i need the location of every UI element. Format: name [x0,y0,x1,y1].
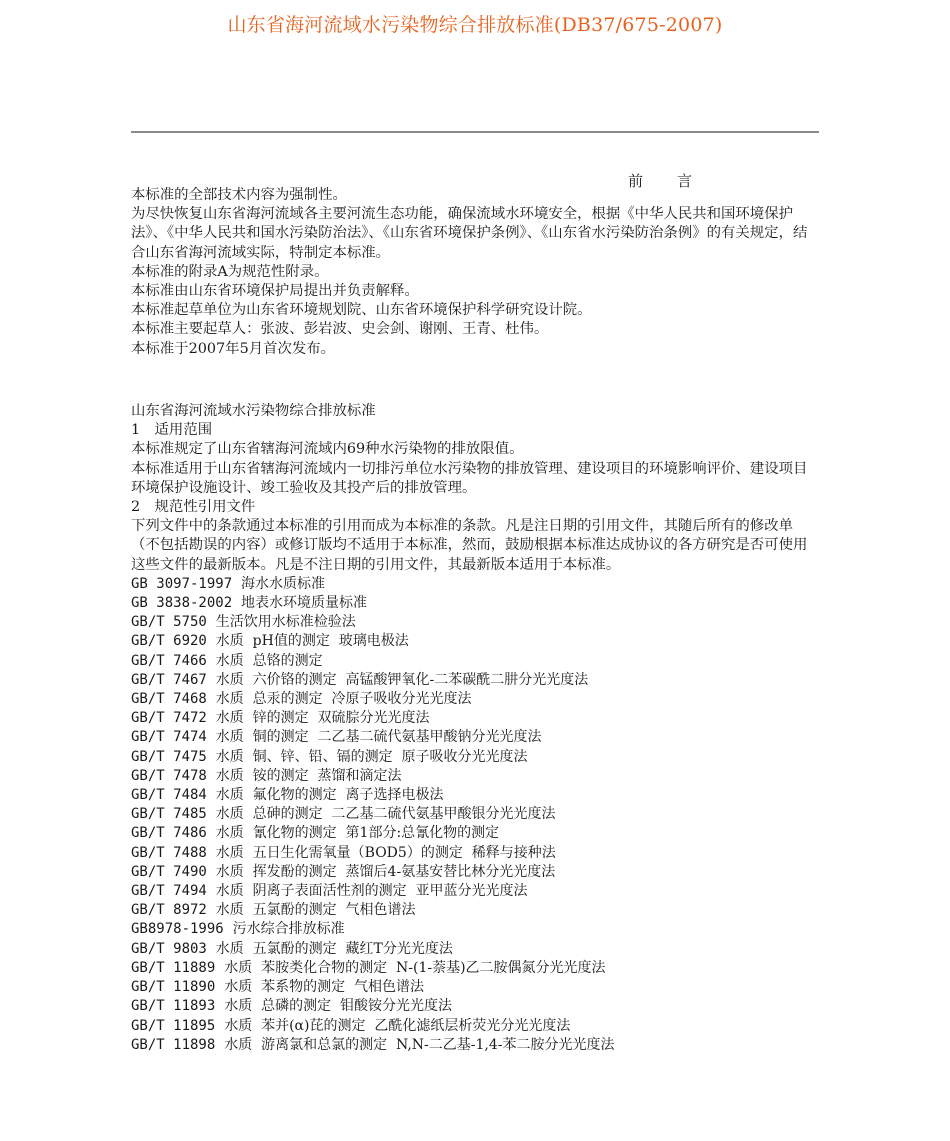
reference-item [131,1017,811,1036]
reference-title: 水质 总铬的测定 [206,652,323,669]
preface-paragraph: 为尽快恢复山东省海河流域各主要河流生态功能，确保流域水环境安全，根据《中华人民共和国环境保护法》、《中华人民共和国水污染防治法》、《山东省环境保护条例》、《山东省水污染防治条例》的有关规定，结合山东省海河流域实际，特制定本标准。 [131,206,808,261]
reference-item [131,652,811,671]
reference-code: GB/T 7468 [131,691,207,708]
preface-paragraph: 本标准的附录A为规范性附录。 [131,263,329,280]
reference-code: GB 3838-2002 [131,595,233,612]
reference-title: 水质 铜的测定 二乙基二硫代氨基甲酸钠分光光度法 [206,729,542,746]
reference-code: GB/T 7466 [131,652,207,669]
reference-item [131,959,811,978]
preface-paragraph: 本标准于2007年5月首次发布。 [131,340,336,357]
reference-item [131,824,811,843]
section-2-paragraph: 下列文件中的条款通过本标准的引用而成为本标准的条款。凡是注日期的引用文件，其随后所有的修改单（不包括勘误的内容）或修订版均不适用于本标准，然而，鼓励根据本标准达成协议的各方研究是否可使用这些文件的最新版本。凡是不注日期的引用文件，其最新版本适用于本标准。 [131,518,808,573]
preface-paragraph: 本标准起草单位为山东省环境规划院、山东省环境保护科学研究设计院。 [131,302,592,319]
reference-item [131,940,811,959]
preface-paragraph: 本标准的全部技术内容为强制性。 [131,187,347,203]
reference-code: GB/T 7472 [131,710,207,727]
preface-paragraph: 本标准主要起草人：张波、彭岩波、史会剑、谢刚、王青、杜伟。 [131,321,549,338]
reference-title: 水质 氟化物的测定 离子选择电极法 [206,787,444,804]
reference-item [131,786,811,805]
reference-title: 水质 总磷的测定 钼酸铵分光光度法 [215,998,452,1015]
reference-item [131,978,811,997]
reference-item [131,901,811,920]
reference-title: 水质 苯胺类化合物的测定 N-(1-萘基)乙二胺偶氮分光光度法 [215,959,606,976]
section-2-heading: 2 规范性引用文件 [131,499,256,516]
reference-title: 水质 总砷的测定 二乙基二硫代氨基甲酸银分光光度法 [206,806,556,823]
reference-title: 水质 氰化物的测定 第1部分:总氰化物的测定 [206,825,500,842]
reference-code: GB/T 7488 [131,844,207,861]
section-1-paragraph: 本标准规定了山东省辖海河流域内69种水污染物的排放限值。 [131,441,524,458]
section-1-heading: 1 适用范围 [131,422,213,439]
reference-code: GB/T 7478 [131,767,207,784]
reference-code: GB/T 7490 [131,863,207,880]
reference-title: 水质 游离氯和总氯的测定 N,N-二乙基-1,4-苯二胺分光光度法 [215,1036,615,1053]
reference-item [131,805,811,824]
reference-item [131,575,811,594]
reference-title: 水质 阴离子表面活性剂的测定 亚甲蓝分光光度法 [206,883,528,900]
reference-title: 水质 五日生化需氧量（BOD5）的测定 稀释与接种法 [206,844,556,861]
reference-code: GB/T 7475 [131,748,207,765]
reference-code: GB/T 11895 [131,1017,216,1034]
reference-item [131,728,811,747]
reference-title: 水质 五氯酚的测定 藏红T分光光度法 [206,940,453,957]
reference-title: 海水水质标准 [232,575,326,592]
reference-title: 水质 铜、锌、铅、镉的测定 原子吸收分光光度法 [206,748,528,765]
reference-code: GB/T 6920 [131,633,207,650]
reference-code: GB/T 7484 [131,787,207,804]
reference-code: GB/T 11898 [131,1036,216,1053]
header-divider [131,131,819,133]
reference-title: 水质 铵的测定 蒸馏和滴定法 [206,767,402,784]
reference-list [131,575,811,1055]
reference-code: GB/T 7474 [131,729,207,746]
preface-heading-right: 言 [677,172,693,190]
reference-title: 水质 pH值的测定 玻璃电极法 [206,633,409,650]
reference-code: GB/T 9803 [131,940,207,957]
reference-item [131,748,811,767]
section-1-paragraph: 本标准适用于山东省辖海河流域内一切排污单位水污染物的排放管理、建设项目的环境影响评价、建设项目环境保护设施设计、竣工验收及其投产后的排放管理。 [131,460,808,496]
preface-paragraph: 本标准由山东省环境保护局提出并负责解释。 [131,283,419,300]
reference-code: GB/T 7485 [131,806,207,823]
reference-item [131,920,811,939]
reference-item [131,671,811,690]
standard-body [131,402,811,1055]
reference-item [131,594,811,613]
reference-code: GB/T 8972 [131,902,207,919]
reference-title: 水质 六价铬的测定 高锰酸钾氧化-二苯碳酰二肼分光光度法 [206,671,589,688]
reference-item [131,882,811,901]
reference-item [131,767,811,786]
reference-item [131,632,811,651]
reference-item [131,1036,811,1055]
reference-code: GB/T 7494 [131,883,207,900]
reference-item [131,690,811,709]
reference-title: 地表水环境质量标准 [232,595,368,612]
reference-title: 水质 总汞的测定 冷原子吸收分光光度法 [206,691,472,708]
reference-item [131,844,811,863]
reference-title: 水质 苯系物的测定 气相色谱法 [215,979,424,996]
reference-code: GB 3097-1997 [131,575,233,592]
reference-code: GB/T 7486 [131,825,207,842]
reference-title: 生活饮用水标准检验法 [206,614,356,631]
reference-title: 水质 锌的测定 双硫腙分光光度法 [206,710,430,727]
reference-code: GB/T 11893 [131,998,216,1015]
reference-code: GB8978-1996 [131,921,224,938]
reference-title: 水质 五氯酚的测定 气相色谱法 [206,902,416,919]
reference-code: GB/T 7467 [131,671,207,688]
preface-body [131,186,811,359]
reference-title: 污水综合排放标准 [223,921,345,938]
reference-code: GB/T 11889 [131,959,216,976]
document-title: 山东省海河流域水污染物综合排放标准(DB37/675-2007) [227,14,723,36]
reference-title: 水质 挥发酚的测定 蒸馏后4-氨基安替比林分光光度法 [206,863,556,880]
reference-code: GB/T 11890 [131,979,216,996]
reference-item [131,709,811,728]
preface-heading-left: 前 [628,172,644,190]
reference-item [131,997,811,1016]
reference-item [131,613,811,632]
reference-item [131,863,811,882]
reference-title: 水质 苯并(α)芘的测定 乙酰化滤纸层析荧光分光光度法 [215,1017,571,1034]
reference-code: GB/T 5750 [131,614,207,631]
standard-title: 山东省海河流域水污染物综合排放标准 [131,403,376,419]
